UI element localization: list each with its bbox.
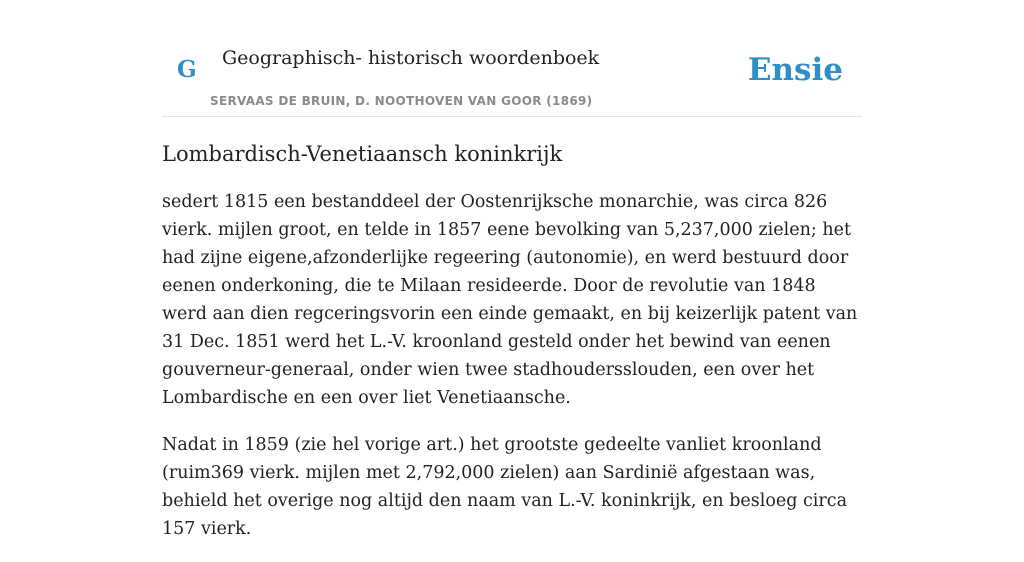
site-header <box>162 0 862 117</box>
book-logo-icon[interactable]: G <box>177 56 197 83</box>
article-body <box>162 138 862 562</box>
book-authors: SERVAAS DE BRUIN, D. NOOTHOVEN VAN GOOR (1869) <box>210 94 593 108</box>
ensie-logo-link[interactable]: Ensie <box>747 52 843 88</box>
article-title: Lombardisch-Venetiaansch koninkrijk <box>162 142 563 166</box>
article-paragraph-2: Nadat in 1859 (zie hel vorige art.) het grootste gedeelte vanliet kroonland (ruim369 vierk. mijlen met 2,792,000 zielen) aan Sardinië afgestaan was, behield het overige nog altijd den naam van L.-V. koninkrijk, en besloeg circa 157 vierk. <box>162 435 848 539</box>
book-title-link[interactable]: Geographisch- historisch woordenboek <box>222 47 600 69</box>
article-paragraph-1: sedert 1815 een bestanddeel der Oostenrijksche monarchie, was circa 826 vierk. mijlen groot, en telde in 1857 eene bevolking van 5,237,000 zielen; het had zijne eigene,afzonderlijke regeering (autonomie), en werd bestuurd door eenen onderkoning, die te Milaan resideerde. Door de revolutie van 1848 werd aan dien regceringsvorin een einde gemaakt, en bij keizerlijk patent van 31 Dec. 1851 werd het L.-V. kroonland gesteld onder het bewind van eenen gouverneur-generaal, onder wien twee stadhoudersslouden, een over het Lombardische en een over liet Venetiaansche. <box>162 192 858 408</box>
